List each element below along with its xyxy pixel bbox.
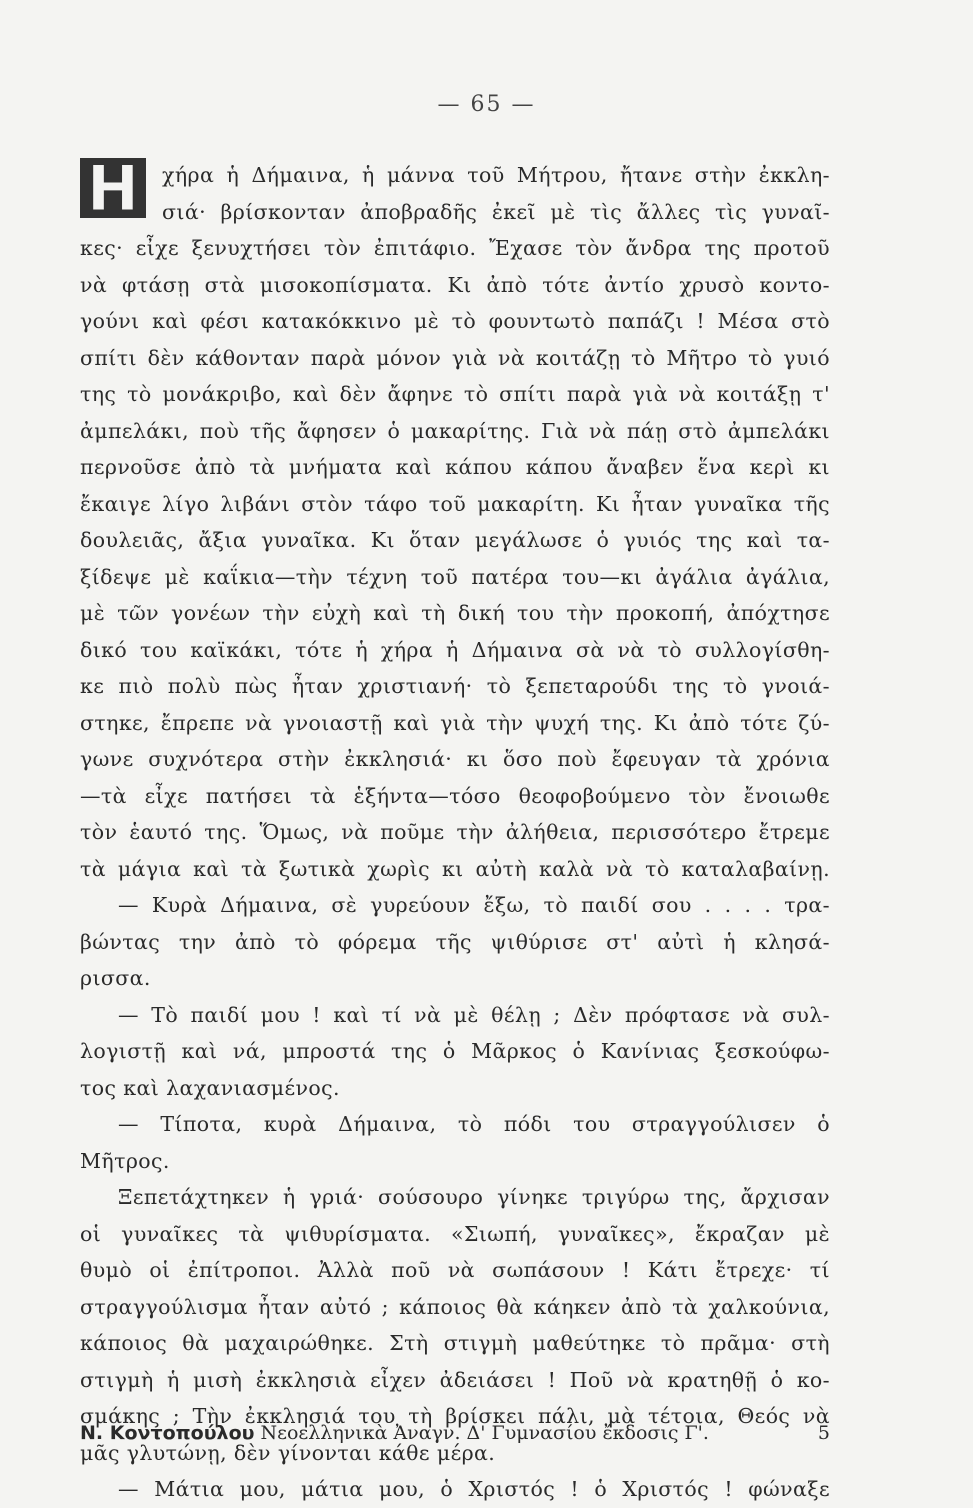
text-line: ρισσα.	[80, 966, 151, 990]
text-line: οἱ γυναῖκες τὰ ψιθυρίσματα. «Σιωπή, γυναῖκες», ἔκραζαν μὲ	[80, 1221, 830, 1246]
text-line: γωνε συχνότερα στὴν ἐκκλησιά· κι ὅσο ποὺ ἔφευγαν τὰ χρόνια	[80, 747, 830, 771]
text-line: — Μάτια μου, μάτια μου, ὁ Χριστός ! ὁ Χριστός ! φώναξε	[118, 1477, 830, 1501]
text-line: Μῆτρος.	[80, 1148, 170, 1173]
text-line: σμάκης ; Τὴν ἐκκλησιά του τὴ βρίσκει πάλι, μὰ τέτοια, Θεός νὰ	[80, 1404, 830, 1428]
text-line: —τὰ εἶχε πατήσει τὰ ἑξήντα—τόσο θεοφοβούμενο τὸν ἔνοιωθε	[80, 783, 830, 808]
text-line: ἔκαιγε λίγο λιβάνι στὸν τάφο τοῦ μακαρίτη. Κι ἦταν γυναῖκα τῆς	[80, 491, 830, 516]
text-line: μᾶς γλυτώνῃ, δὲν γίνονται κάθε μέρα.	[80, 1440, 496, 1465]
text-line: της τὸ μονάκριβο, καὶ δὲν ἄφηνε τὸ σπίτι παρὰ γιὰ νὰ κοιτάξῃ τ'	[80, 382, 830, 406]
footer-left	[80, 1422, 709, 1444]
text-line: σιά· βρίσκονταν ἀποβραδῆς ἐκεῖ μὲ τὶς ἄλλες τὶς γυναῖ-	[162, 199, 830, 224]
text-line: στραγγούλισμα ἦταν αὐτό ; κάποιος θὰ κάηκεν ἀπὸ τὰ χαλκούνια,	[80, 1294, 830, 1319]
text-line: κες· εἶχε ξενυχτήσει τὸν ἐπιτάφιο. Ἔχασε τὸν ἄνδρα της προτοῦ	[80, 236, 830, 260]
text-line: γούνι καὶ φέσι κατακόκκινο μὲ τὸ φουντωτὸ παπάζι ! Μέσα στὸ	[80, 309, 830, 333]
text-line: στηκε, ἔπρεπε νὰ γνοιαστῇ καὶ γιὰ τὴν ψυχή της. Κι ἀπὸ τότε ζύ-	[80, 710, 830, 735]
text-line: τὸν ἑαυτό της. Ὅμως, νὰ ποῦμε τὴν ἀλήθεια, περισσότερο ἔτρεμε	[80, 820, 830, 844]
body-text	[80, 157, 830, 1508]
text-line: περνοῦσε ἀπὸ τὰ μνήματα καὶ κάπου κάπου ἄναβεν ἕνα κερὶ κι	[80, 455, 830, 479]
footer-author: Ν. Κοντοπούλου	[80, 1422, 255, 1444]
footer-signature: 5	[817, 1422, 830, 1444]
drop-cap: Η	[80, 158, 146, 218]
text-line: ξίδεψε μὲ καΐκια—τὴν τέχνη τοῦ πατέρα του—κι ἀγάλια ἀγάλια,	[80, 564, 830, 589]
page-footer	[80, 1422, 830, 1444]
text-line: θυμὸ οἱ ἐπίτροποι. Ἀλλὰ ποῦ νὰ σωπάσουν ! Κάτι ἔτρεχε· τί	[80, 1258, 830, 1282]
text-line: δουλειᾶς, ἄξια γυναῖκα. Κι ὅταν μεγάλωσε ὁ γυιός της καὶ τα-	[80, 528, 830, 552]
text-line: τὰ μάγια καὶ τὰ ξωτικὰ χωρὶς κι αὐτὴ καλὰ νὰ τὸ καταλαβαίνῃ.	[80, 856, 830, 881]
text-line: τος καὶ λαχανιασμένος.	[80, 1075, 340, 1100]
footer-title: Νεοελληνικὰ Ἀναγν. Δ' Γυμνασίου ἔκδοσις Γ'.	[260, 1422, 709, 1444]
page-number: — 65 —	[437, 92, 536, 117]
text-line: βώντας την ἀπὸ τὸ φόρεμα τῆς ψιθύρισε στ' αὐτὶ ἡ κλησά-	[80, 929, 830, 954]
text-line: — Κυρὰ Δήμαινα, σὲ γυρεύουν ἔξω, τὸ παιδί σου . . . . τρα-	[118, 893, 830, 917]
text-line: μὲ τῶν γονέων τὴν εὐχὴ καὶ τὴ δική του τὴν προκοπή, ἀπόχτησε	[80, 601, 830, 625]
text-line: λογιστῇ καὶ νά, μπροστά της ὁ Μᾶρκος ὁ Κανίνιας ξεσκούφω-	[80, 1039, 830, 1063]
text-line: κε πιὸ πολὺ πὼς ἦταν χριστιανή· τὸ ξεπεταρούδι της τὸ γνοιά-	[80, 674, 830, 698]
text-line: νὰ φτάσῃ στὰ μισοκοπίσματα. Κι ἀπὸ τότε ἀντίο χρυσὸ κοντο-	[80, 272, 830, 297]
text-line: σπίτι δὲν κάθονταν παρὰ μόνον γιὰ νὰ κοιτάζῃ τὸ Μῆτρο τὸ γυιό	[80, 345, 830, 370]
text-line: ἀμπελάκι, ποὺ τῆς ἄφησεν ὁ μακαρίτης. Γιὰ νὰ πάῃ στὸ ἀμπελάκι	[80, 418, 830, 443]
text-line: στιγμὴ ἡ μισὴ ἐκκλησιὰ εἶχεν ἀδειάσει ! Ποῦ νὰ κρατηθῇ ὁ κο-	[80, 1367, 830, 1392]
text-line: Ξεπετάχτηκεν ἡ γριά· σούσουρο γίνηκε τριγύρω της, ἄρχισαν	[118, 1185, 830, 1209]
text-line: χήρα ἡ Δήμαινα, ἡ μάννα τοῦ Μήτρου, ἤτανε στὴν ἐκκλη-	[162, 163, 830, 187]
text-line: δικό του καϊκάκι, τότε ἡ χήρα ἡ Δήμαινα σὰ νὰ τὸ συλλογίσθη-	[80, 637, 830, 662]
text-line: — Τὸ παιδί μου ! καὶ τί νὰ μὲ θέλῃ ; Δὲν πρόφτασε νὰ συλ-	[118, 1002, 830, 1027]
text-line: — Τίποτα, κυρὰ Δήμαινα, τὸ πόδι του στραγγούλισεν ὁ	[118, 1112, 830, 1136]
text-line: κάποιος θὰ μαχαιρώθηκε. Στὴ στιγμὴ μαθεύτηκε τὸ πρᾶμα· στὴ	[80, 1331, 830, 1355]
